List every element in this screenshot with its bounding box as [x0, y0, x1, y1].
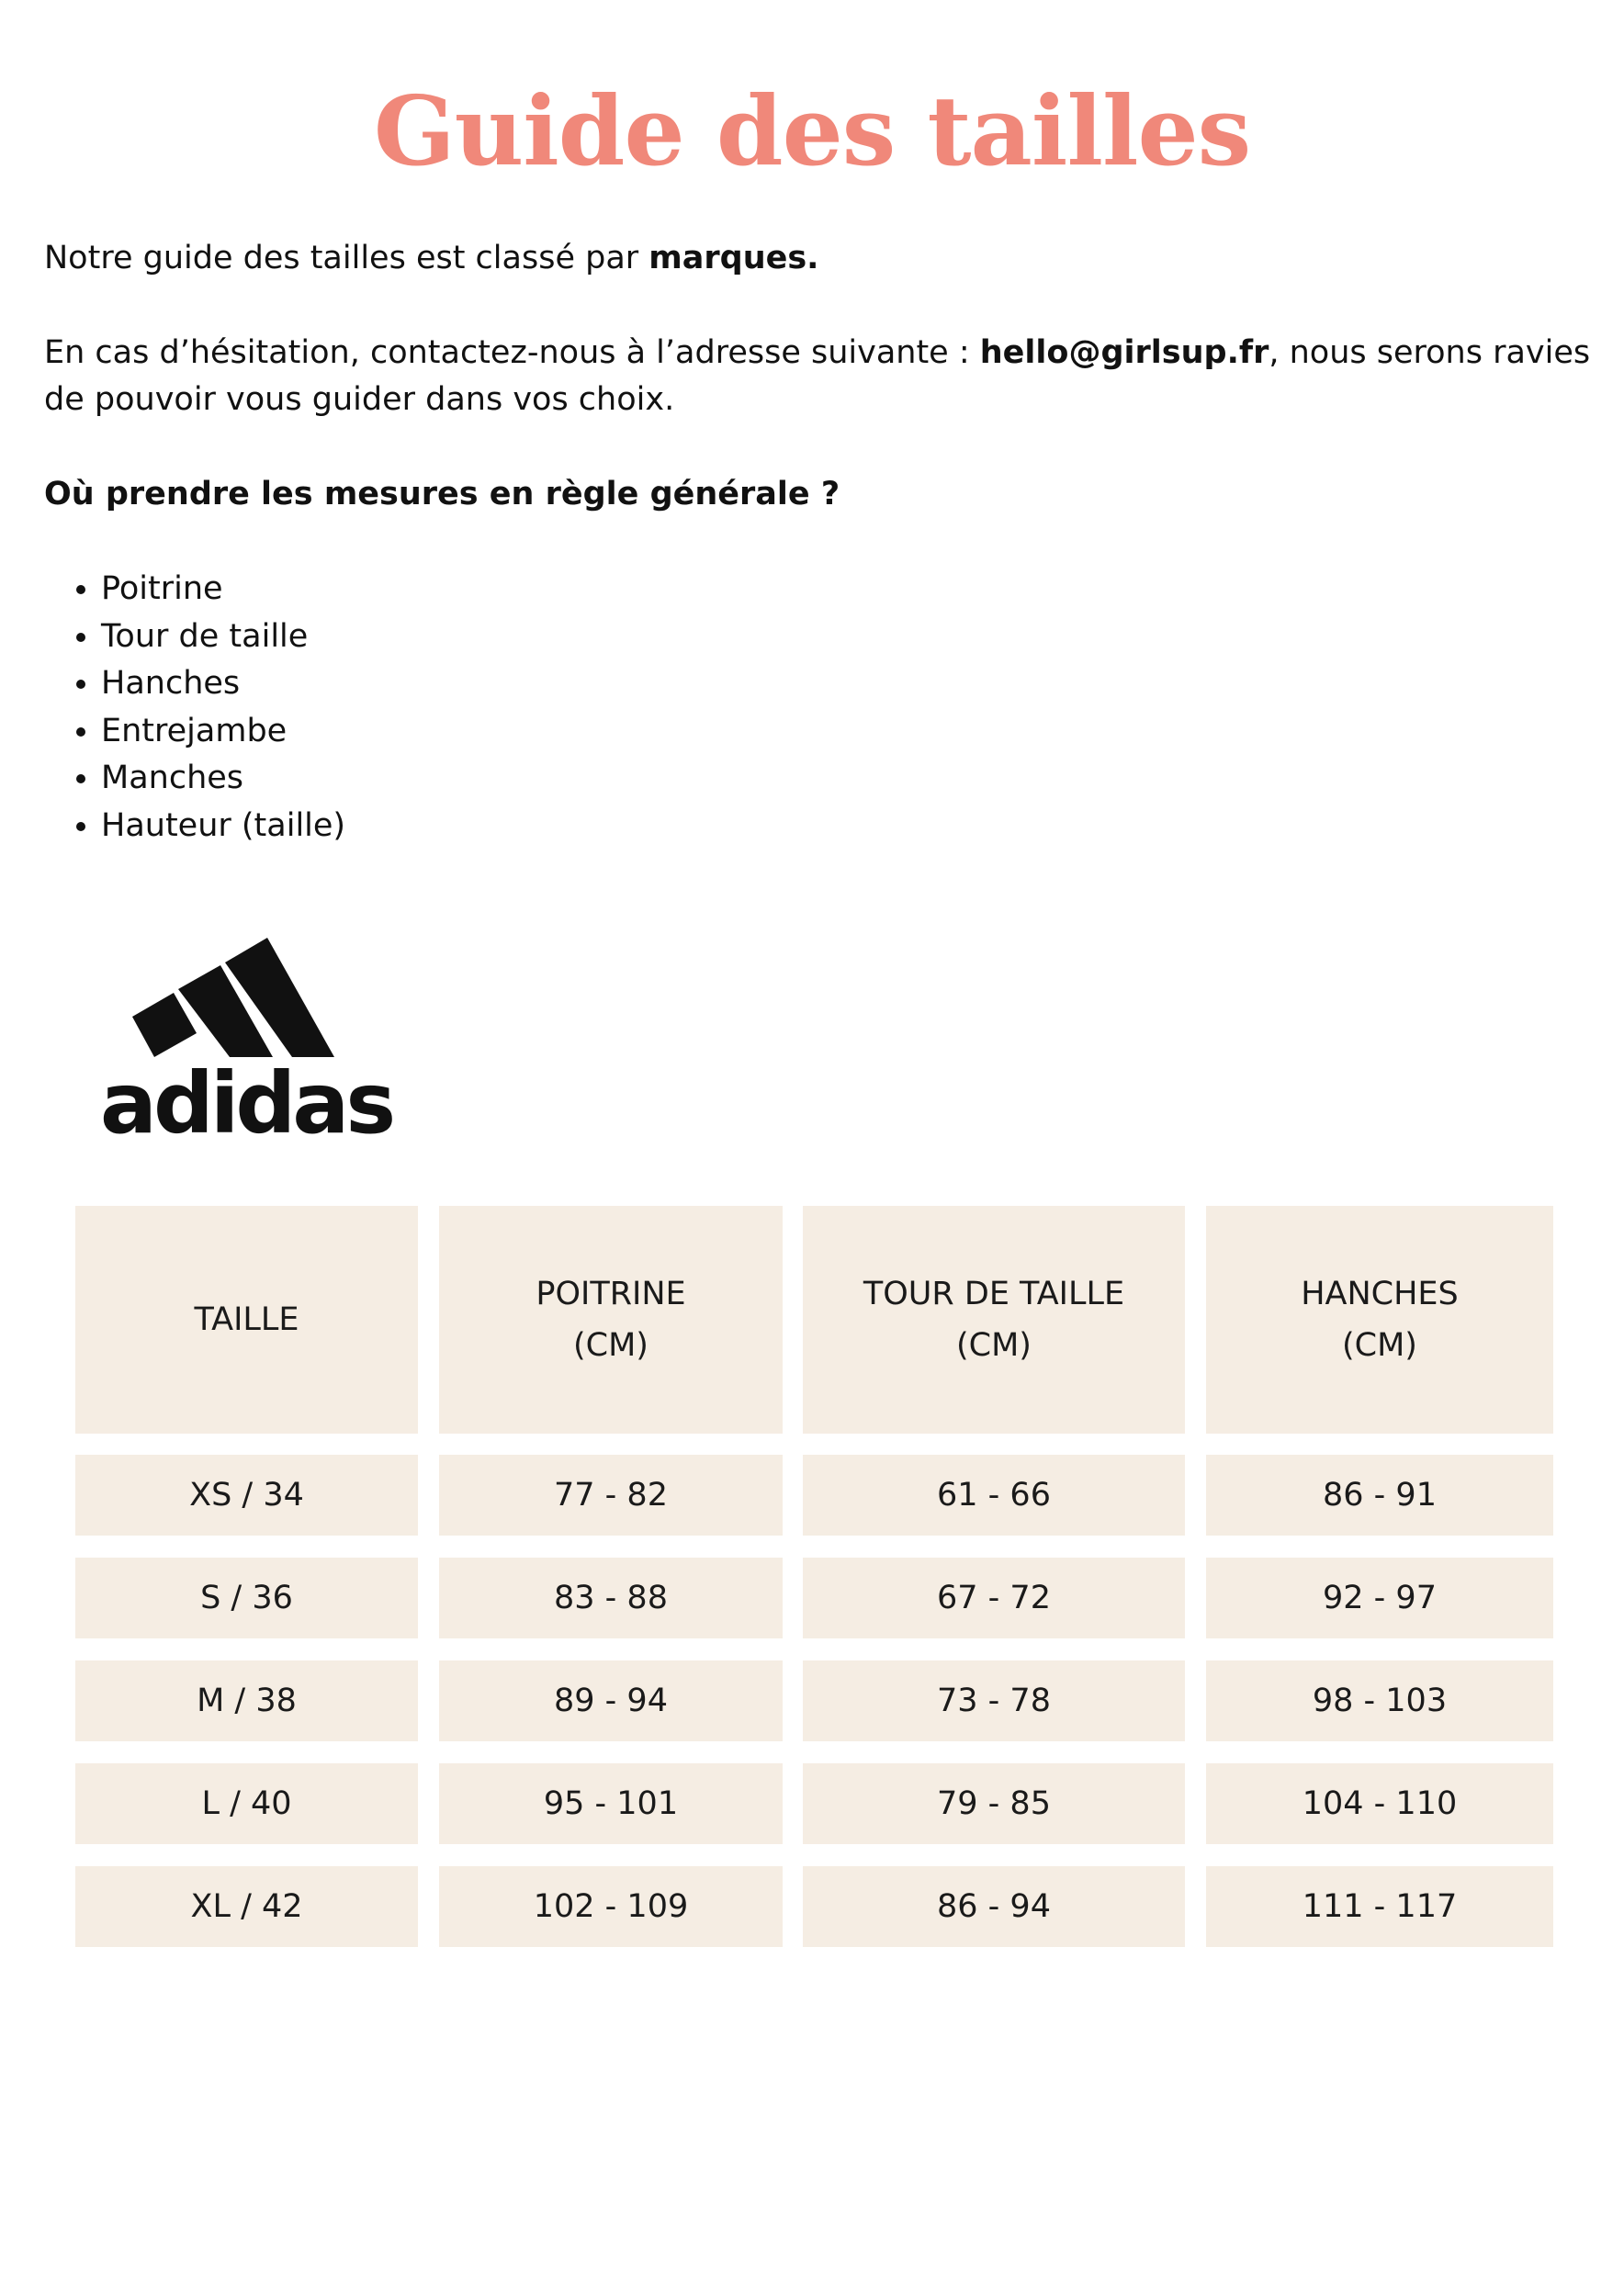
table-header: [75, 1206, 1553, 1434]
header-cell-hanches: [1206, 1206, 1553, 1434]
chest-cell: 95 - 101: [439, 1763, 783, 1844]
chest-cell: 89 - 94: [439, 1660, 783, 1741]
size-cell: XS / 34: [75, 1455, 418, 1536]
waist-cell: 73 - 78: [803, 1660, 1185, 1741]
header-unit: (CM): [956, 1327, 1032, 1364]
measurement-question: Où prendre les mesures en règle générale ?: [44, 476, 840, 512]
intro-bold: marques.: [648, 240, 819, 276]
header-cell-tour-de-taille: [803, 1206, 1185, 1434]
waist-cell: 67 - 72: [803, 1558, 1185, 1638]
intro-paragraph: [44, 235, 1596, 282]
hips-cell: 104 - 110: [1206, 1763, 1553, 1844]
table-row: [75, 1455, 1553, 1536]
contact-email: hello@girlsup.fr: [979, 334, 1269, 371]
hips-cell: 86 - 91: [1206, 1455, 1553, 1536]
hips-cell: 98 - 103: [1206, 1660, 1553, 1741]
header-label: TAILLE: [194, 1301, 299, 1338]
intro-section: [44, 235, 1596, 850]
adidas-logo-icon: [92, 914, 404, 1139]
brand-name: adidas: [99, 1054, 393, 1139]
list-item: • Manches: [101, 755, 1596, 803]
header-cell-poitrine: [439, 1206, 783, 1434]
list-item: • Tour de taille: [101, 613, 1596, 661]
size-table: [75, 1206, 1553, 1969]
list-item: • Hanches: [101, 660, 1596, 708]
header-label: HANCHES: [1301, 1276, 1459, 1312]
hips-cell: 92 - 97: [1206, 1558, 1553, 1638]
list-item: • Poitrine: [101, 566, 1596, 613]
intro-text: Notre guide des tailles est classé par: [44, 240, 649, 276]
header-unit: (CM): [1342, 1327, 1417, 1364]
page-title: Guide des tailles: [373, 74, 1251, 187]
chest-cell: 83 - 88: [439, 1558, 783, 1638]
header-label: TOUR DE TAILLE: [863, 1276, 1125, 1312]
chest-cell: 102 - 109: [439, 1866, 783, 1947]
table-row: [75, 1866, 1553, 1947]
list-item: • Entrejambe: [101, 708, 1596, 756]
table-row: [75, 1763, 1553, 1844]
table-row: [75, 1558, 1553, 1638]
header-label: POITRINE: [536, 1276, 686, 1312]
size-cell: M / 38: [75, 1660, 418, 1741]
header-unit: (CM): [573, 1327, 648, 1364]
contact-paragraph: [44, 330, 1596, 423]
measurement-list: [44, 566, 1596, 850]
size-cell: XL / 42: [75, 1866, 418, 1947]
waist-cell: 79 - 85: [803, 1763, 1185, 1844]
waist-cell: 86 - 94: [803, 1866, 1185, 1947]
size-cell: S / 36: [75, 1558, 418, 1638]
table-row: [75, 1660, 1553, 1741]
chest-cell: 77 - 82: [439, 1455, 783, 1536]
list-item: • Hauteur (taille): [101, 803, 1596, 850]
size-cell: L / 40: [75, 1763, 418, 1844]
contact-before: En cas d’hésitation, contactez-nous à l’adresse suivante :: [44, 334, 980, 371]
contact-after: , nous serons ravies de pouvoir vous guider dans vos choix.: [44, 334, 1591, 418]
hips-cell: 111 - 117: [1206, 1866, 1553, 1947]
header-cell-taille: [75, 1206, 418, 1434]
waist-cell: 61 - 66: [803, 1455, 1185, 1536]
